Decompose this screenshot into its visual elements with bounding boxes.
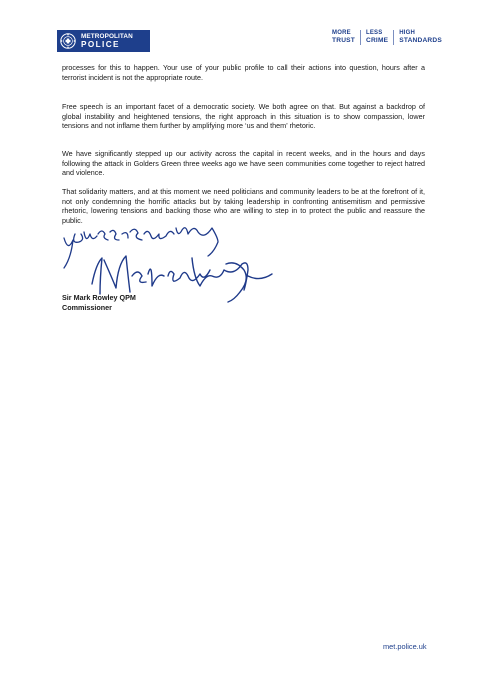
signer-title: Commissioner <box>62 302 112 312</box>
value-divider <box>360 30 361 45</box>
logo-line-2: POLICE <box>81 40 120 50</box>
logo-line-1: METROPOLITAN <box>81 32 133 40</box>
letter-paragraph-2: Free speech is an important facet of a democratic society. We both agree on that. But against a backdrop of global instability and heightened tensions, the right approach in this situation is to show compassion, lower tensions and not inflame them further by amplifying more ‘us and them’ rhetoric. <box>62 102 425 131</box>
value-more-trust <box>332 30 355 45</box>
value-high-standards <box>399 30 442 45</box>
value-big-label: TRUST <box>332 37 355 44</box>
police-crest-icon <box>57 30 79 52</box>
footer-website: met.police.uk <box>383 642 427 651</box>
value-less-crime <box>366 30 388 45</box>
value-big-label: STANDARDS <box>399 37 442 44</box>
values-strapline <box>332 30 442 45</box>
value-small-label: MORE <box>332 30 351 36</box>
handwritten-signature <box>58 224 278 304</box>
value-small-label: LESS <box>365 30 383 36</box>
signer-name: Sir Mark Rowley QPM <box>62 293 136 302</box>
letter-paragraph-1: processes for this to happen. Your use of your public profile to call their actions into question, hours after a terrorist incident is not the appropriate route. <box>62 63 425 82</box>
met-police-logo <box>57 30 150 52</box>
value-small-label: HIGH <box>399 30 416 36</box>
value-divider <box>393 30 394 45</box>
letter-paragraph-3: We have significantly stepped up our activity across the capital in recent weeks, and in the hours and days following the attack in Golders Green three weeks ago we have seen communities come together to reject hatred and violence. <box>62 149 425 178</box>
value-big-label: CRIME <box>365 37 389 44</box>
signer-block <box>62 293 136 313</box>
letter-paragraph-4: That solidarity matters, and at this moment we need politicians and community leaders to be at the forefront of it, not only condemning the horrific attacks but by taking leadership in confronting antisemitism and permissive rhetoric, lowering tensions and backing those who are willing to step in to protect the public and reassure the public. <box>62 187 425 225</box>
